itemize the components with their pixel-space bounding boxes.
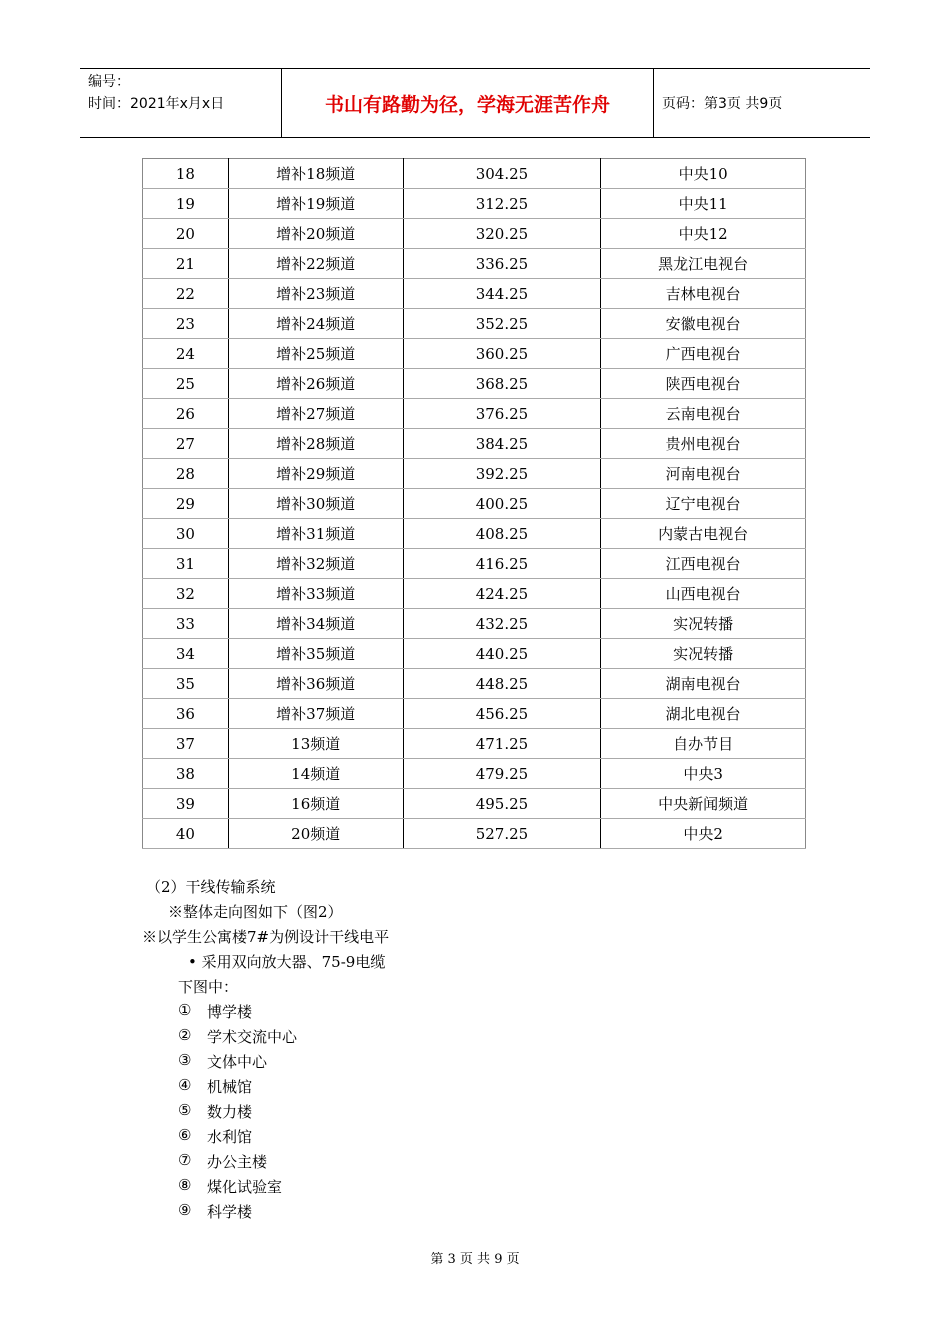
frequency-cell: 384.25 — [403, 429, 601, 459]
frequency-cell: 344.25 — [403, 279, 601, 309]
list-item-text: 机械馆 — [207, 1078, 253, 1096]
frequency-cell: 352.25 — [403, 309, 601, 339]
channel-name-cell: 增补31频道 — [228, 519, 403, 549]
table-row — [143, 189, 806, 219]
frequency-cell: 312.25 — [403, 189, 601, 219]
list-intro: 下图中： — [178, 978, 239, 996]
channel-name-cell: 增补24频道 — [228, 309, 403, 339]
channel-frequency-table — [142, 158, 806, 849]
list-item-number: ⑨ — [178, 1201, 192, 1219]
table-row — [143, 429, 806, 459]
row-index-cell: 27 — [143, 429, 229, 459]
table-row — [143, 369, 806, 399]
frequency-cell: 392.25 — [403, 459, 601, 489]
channel-name-cell: 增补28频道 — [228, 429, 403, 459]
row-index-cell: 38 — [143, 759, 229, 789]
channel-name-cell: 增补34频道 — [228, 609, 403, 639]
station-cell: 中央新闻频道 — [601, 789, 806, 819]
frequency-cell: 416.25 — [403, 549, 601, 579]
table-row — [143, 249, 806, 279]
station-cell: 江西电视台 — [601, 549, 806, 579]
frequency-cell: 360.25 — [403, 339, 601, 369]
list-item-number: ② — [178, 1026, 192, 1044]
row-index-cell: 35 — [143, 669, 229, 699]
table-row — [143, 789, 806, 819]
station-cell: 自办节目 — [601, 729, 806, 759]
frequency-cell: 527.25 — [403, 819, 601, 849]
station-cell: 安徽电视台 — [601, 309, 806, 339]
station-cell: 陕西电视台 — [601, 369, 806, 399]
channel-name-cell: 16频道 — [228, 789, 403, 819]
row-index-cell: 32 — [143, 579, 229, 609]
table-row — [143, 279, 806, 309]
row-index-cell: 36 — [143, 699, 229, 729]
frequency-cell: 400.25 — [403, 489, 601, 519]
list-item-text: 文体中心 — [207, 1053, 268, 1071]
channel-name-cell: 增补18频道 — [228, 159, 403, 189]
list-item-number: ⑧ — [178, 1176, 192, 1194]
table-row — [143, 639, 806, 669]
list-item-number: ⑥ — [178, 1126, 192, 1144]
table-row — [143, 669, 806, 699]
section-title: （2）干线传输系统 — [146, 878, 276, 896]
channel-name-cell: 增补26频道 — [228, 369, 403, 399]
row-index-cell: 22 — [143, 279, 229, 309]
channel-name-cell: 增补30频道 — [228, 489, 403, 519]
frequency-cell: 408.25 — [403, 519, 601, 549]
table-row — [143, 579, 806, 609]
channel-name-cell: 增补19频道 — [228, 189, 403, 219]
station-cell: 黑龙江电视台 — [601, 249, 806, 279]
station-cell: 中央11 — [601, 189, 806, 219]
frequency-cell: 495.25 — [403, 789, 601, 819]
table-row — [143, 519, 806, 549]
row-index-cell: 39 — [143, 789, 229, 819]
list-item-text: 煤化试验室 — [207, 1178, 283, 1196]
station-cell: 吉林电视台 — [601, 279, 806, 309]
row-index-cell: 25 — [143, 369, 229, 399]
table-row — [143, 729, 806, 759]
frequency-cell: 424.25 — [403, 579, 601, 609]
station-cell: 山西电视台 — [601, 579, 806, 609]
page-header — [80, 68, 870, 138]
channel-name-cell: 增补36频道 — [228, 669, 403, 699]
channel-name-cell: 20频道 — [228, 819, 403, 849]
table-row — [143, 549, 806, 579]
channel-name-cell: 增补35频道 — [228, 639, 403, 669]
row-index-cell: 23 — [143, 309, 229, 339]
table-row — [143, 459, 806, 489]
station-cell: 实况转播 — [601, 639, 806, 669]
row-index-cell: 18 — [143, 159, 229, 189]
row-index-cell: 30 — [143, 519, 229, 549]
channel-name-cell: 13频道 — [228, 729, 403, 759]
channel-name-cell: 增补20频道 — [228, 219, 403, 249]
frequency-cell: 448.25 — [403, 669, 601, 699]
station-cell: 广西电视台 — [601, 339, 806, 369]
row-index-cell: 21 — [143, 249, 229, 279]
table-row — [143, 819, 806, 849]
list-item-number: ⑦ — [178, 1151, 192, 1169]
station-cell: 河南电视台 — [601, 459, 806, 489]
row-index-cell: 29 — [143, 489, 229, 519]
table-row — [143, 489, 806, 519]
frequency-cell: 471.25 — [403, 729, 601, 759]
list-item-text: 办公主楼 — [207, 1153, 268, 1171]
table-row — [143, 699, 806, 729]
station-cell: 中央3 — [601, 759, 806, 789]
station-cell: 中央10 — [601, 159, 806, 189]
list-item-text: 博学楼 — [207, 1003, 253, 1021]
channel-name-cell: 增补29频道 — [228, 459, 403, 489]
table-row — [143, 159, 806, 189]
list-item-number: ④ — [178, 1076, 192, 1094]
table-row — [143, 309, 806, 339]
channel-name-cell: 增补32频道 — [228, 549, 403, 579]
frequency-cell: 304.25 — [403, 159, 601, 189]
table-row — [143, 609, 806, 639]
station-cell: 内蒙古电视台 — [601, 519, 806, 549]
header-meta — [80, 69, 282, 137]
channel-name-cell: 增补22频道 — [228, 249, 403, 279]
row-index-cell: 40 — [143, 819, 229, 849]
frequency-cell: 336.25 — [403, 249, 601, 279]
frequency-cell: 376.25 — [403, 399, 601, 429]
document-time-label: 时间：2021年x月x日 — [88, 96, 225, 112]
list-item-number: ⑤ — [178, 1101, 192, 1119]
station-cell: 辽宁电视台 — [601, 489, 806, 519]
frequency-cell: 479.25 — [403, 759, 601, 789]
channel-name-cell: 增补27频道 — [228, 399, 403, 429]
row-index-cell: 31 — [143, 549, 229, 579]
station-cell: 贵州电视台 — [601, 429, 806, 459]
channel-name-cell: 增补25频道 — [228, 339, 403, 369]
station-cell: 云南电视台 — [601, 399, 806, 429]
list-item-number: ① — [178, 1001, 192, 1019]
channel-name-cell: 增补33频道 — [228, 579, 403, 609]
table-row — [143, 759, 806, 789]
station-cell: 湖南电视台 — [601, 669, 806, 699]
row-index-cell: 28 — [143, 459, 229, 489]
row-index-cell: 24 — [143, 339, 229, 369]
list-item-number: ③ — [178, 1051, 192, 1069]
station-cell: 实况转播 — [601, 609, 806, 639]
frequency-cell: 320.25 — [403, 219, 601, 249]
list-item-text: 数力楼 — [207, 1103, 253, 1121]
document-number-label: 编号： — [88, 74, 130, 90]
frequency-cell: 440.25 — [403, 639, 601, 669]
list-item-text: 学术交流中心 — [207, 1028, 298, 1046]
note-overall-diagram: ※整体走向图如下（图2） — [168, 903, 343, 921]
row-index-cell: 26 — [143, 399, 229, 429]
row-index-cell: 37 — [143, 729, 229, 759]
station-cell: 中央12 — [601, 219, 806, 249]
row-index-cell: 33 — [143, 609, 229, 639]
frequency-cell: 432.25 — [403, 609, 601, 639]
page-footer: 第 3 页 共 9 页 — [430, 1252, 520, 1267]
table-row — [143, 399, 806, 429]
table-row — [143, 339, 806, 369]
header-page-label: 页码：第3页 共9页 — [662, 96, 783, 112]
list-item-text: 科学楼 — [207, 1203, 253, 1221]
row-index-cell: 19 — [143, 189, 229, 219]
bullet-amplifier-cable: • 采用双向放大器、75-9电缆 — [188, 953, 386, 971]
frequency-cell: 368.25 — [403, 369, 601, 399]
frequency-cell: 456.25 — [403, 699, 601, 729]
header-slogan: 书山有路勤为径，学海无涯苦作舟 — [282, 69, 654, 137]
station-cell: 中央2 — [601, 819, 806, 849]
table-row — [143, 219, 806, 249]
list-item-text: 水利馆 — [207, 1128, 253, 1146]
note-design-level: ※以学生公寓楼7#为例设计干线电平 — [142, 928, 390, 946]
row-index-cell: 34 — [143, 639, 229, 669]
channel-name-cell: 增补23频道 — [228, 279, 403, 309]
channel-name-cell: 增补37频道 — [228, 699, 403, 729]
channel-name-cell: 14频道 — [228, 759, 403, 789]
station-cell: 湖北电视台 — [601, 699, 806, 729]
row-index-cell: 20 — [143, 219, 229, 249]
